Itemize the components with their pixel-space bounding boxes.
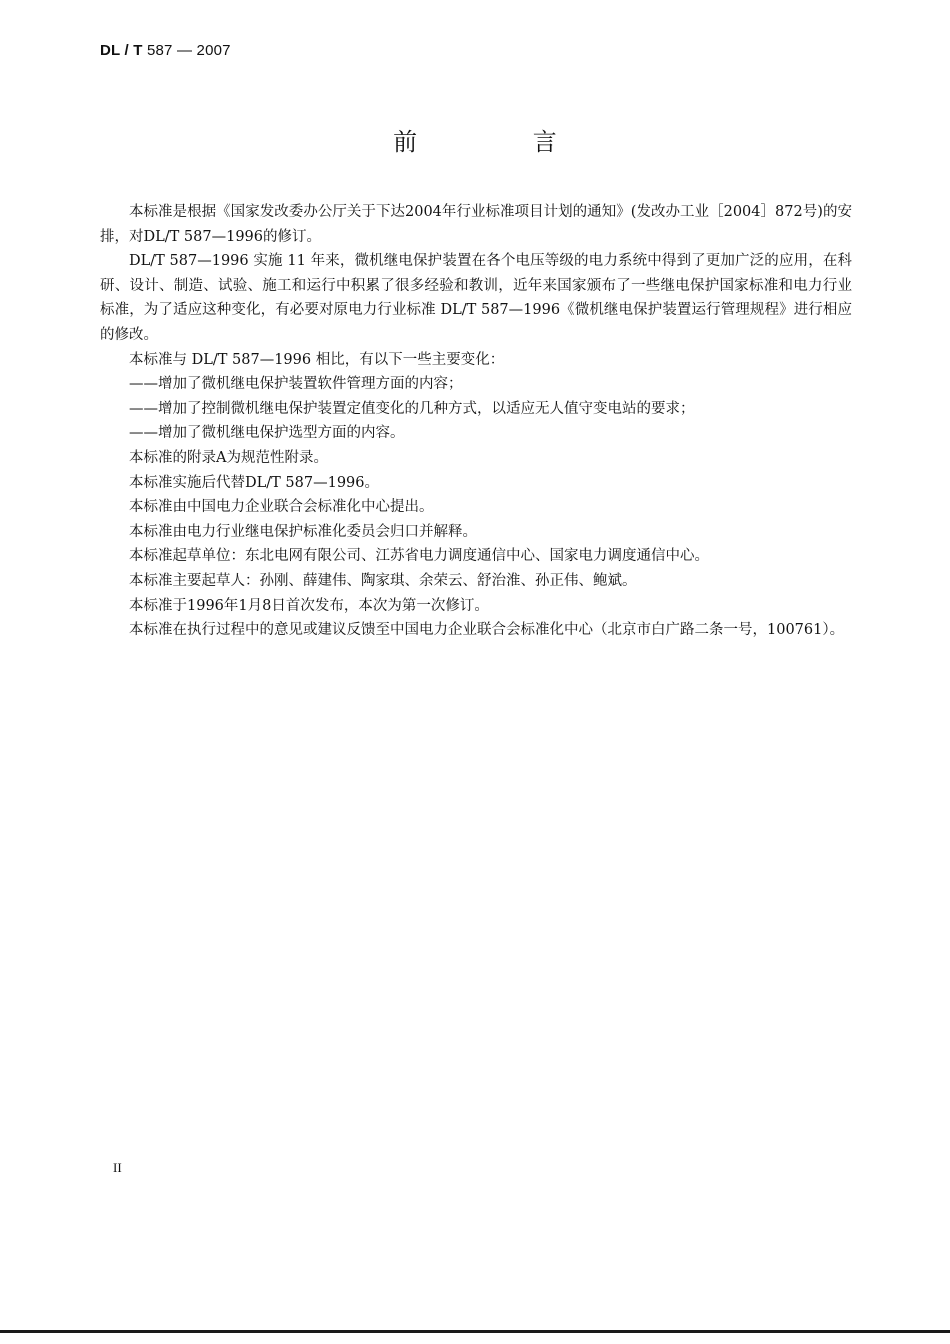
document-code-header <box>100 42 231 59</box>
foreword-paragraph: DL/T 587—1996 实施 11 年来，微机继电保护装置在各个电压等级的电力系统中得到了更加广泛的应用，在科研、设计、制造、试验、施工和运行中积累了很多经验和教训，近年来国家颁布了一些继电保护国家标准和电力行业标准，为了适应这种变化，有必要对原电力行业标准 DL/T 587—1996《微机继电保护装置运行管理规程》进行相应的修改。 <box>100 253 852 343</box>
foreword-paragraph: 本标准的附录A为规范性附录。 <box>129 449 328 466</box>
change-list-item: ——增加了微机继电保护选型方面的内容。 <box>129 425 405 442</box>
foreword-paragraph: 本标准由中国电力企业联合会标准化中心提出。 <box>129 499 434 516</box>
change-list-item: ——增加了控制微机继电保护装置定值变化的几种方式，以适应无人值守变电站的要求； <box>129 400 695 417</box>
foreword-body <box>100 200 852 643</box>
foreword-paragraph: 本标准起草单位：东北电网有限公司、江苏省电力调度通信中心、国家电力调度通信中心。 <box>129 548 709 565</box>
document-code-prefix: DL / T <box>100 42 143 59</box>
foreword-paragraph: 本标准实施后代替DL/T 587—1996。 <box>129 474 379 491</box>
change-list-item: ——增加了微机继电保护装置软件管理方面的内容； <box>129 376 463 393</box>
bottom-border-rule <box>0 1330 950 1333</box>
foreword-paragraph: 本标准在执行过程中的意见或建议反馈至中国电力企业联合会标准化中心（北京市白广路二条一号，100761）。 <box>129 622 845 639</box>
page-number: II <box>113 1160 122 1175</box>
foreword-paragraph: 本标准由电力行业继电保护标准化委员会归口并解释。 <box>129 523 477 540</box>
page-title: 前 言 <box>393 128 611 156</box>
document-code-number: 587 — 2007 <box>142 42 231 59</box>
foreword-paragraph: 本标准主要起草人：孙刚、薛建伟、陶家琪、余荣云、舒治淮、孙正伟、鲍斌。 <box>129 572 637 589</box>
foreword-paragraph: 本标准与 DL/T 587—1996 相比，有以下一些主要变化： <box>129 351 505 368</box>
foreword-paragraph: 本标准是根据《国家发改委办公厅关于下达2004年行业标准项目计划的通知》(发改办工业［2004］872号)的安排，对DL/T 587—1996的修订。 <box>100 204 852 245</box>
foreword-paragraph: 本标准于1996年1月8日首次发布，本次为第一次修订。 <box>129 597 489 614</box>
